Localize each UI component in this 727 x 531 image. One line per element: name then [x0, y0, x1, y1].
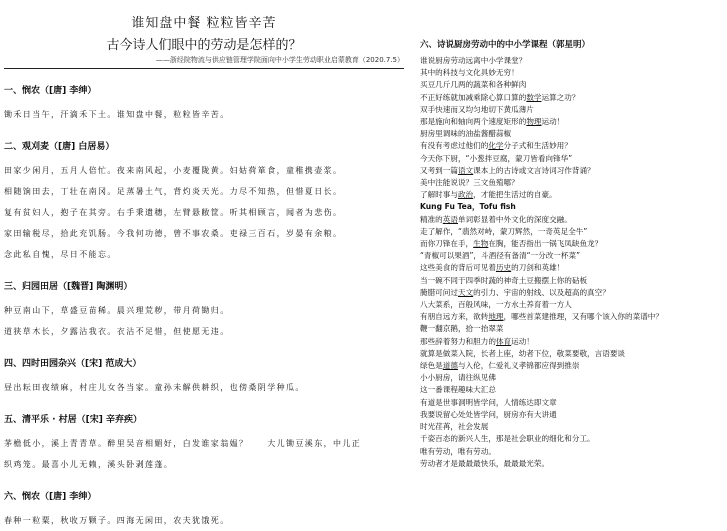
- poem-title: 三、归园田居（[魏晋] 陶渊明）: [4, 282, 133, 292]
- poem-section: [4, 139, 404, 265]
- essay-line: [420, 421, 720, 433]
- poem-line: 相随饷田去，丁壮在南冈。足蒸暑土气，背灼炎天光。力尽不知热，但惜夏日长。: [4, 187, 343, 196]
- essay-line: [420, 262, 720, 274]
- essay-line-text: 有朋自远方来，欲转: [420, 312, 489, 322]
- poem-section: [4, 83, 404, 125]
- essay-line-text: 唯有劳动，唯有劳动。: [420, 446, 496, 456]
- essay-line-text: 又考到一篇: [420, 165, 458, 175]
- right-column: [420, 38, 720, 470]
- essay-line-text: 运动！: [541, 117, 565, 127]
- essay-line: [420, 336, 720, 348]
- title-divider: [4, 68, 404, 69]
- poem-title: 五、清平乐 · 村居（[宋] 辛弃疾）: [4, 415, 143, 425]
- essay-line-text: 谁说厨房劳动远离中小学课堂？: [420, 56, 527, 65]
- page-subtitle-question: 古今诗人们眼中的劳动是怎样的？: [106, 38, 302, 53]
- poem-line: 复有贫妇人，抱子在其旁。右手秉遗穗，左臂悬敝筐。听其相顾言，闻者为悲伤。: [4, 208, 343, 217]
- essay-line-text: 了解时事与: [420, 190, 458, 200]
- essay-line-text: 鞭一翻京鹅，拾一抬翠菜: [420, 324, 504, 334]
- essay-line-text: 千姿百态的新兴人生，那是社会职业的细化和分工。: [420, 434, 595, 444]
- poem-line: 念此私自愧，尽日不能忘。: [4, 250, 117, 259]
- poem-title: 二、观刈麦（[唐] 白居易）: [4, 142, 115, 152]
- poem-line: 春种一粒粟，秋收万颗子。四海无闲田，农夫犹饿死。: [4, 516, 230, 525]
- essay-line: [420, 323, 720, 335]
- essay-line: [420, 177, 720, 189]
- essay-line-text: 运算之功？: [541, 92, 580, 102]
- poem-line: 昼出耘田夜绩麻，村庄儿女各当家。童孙未解供耕织，也傍桑阴学种瓜。: [4, 383, 305, 392]
- essay-line: [420, 55, 720, 67]
- essay-line: [420, 409, 720, 421]
- essay-line: [420, 372, 720, 384]
- essay-line: [420, 446, 720, 458]
- essay-line: [420, 214, 720, 226]
- essay-line-text: 有没有考虑过他们的: [420, 141, 489, 151]
- essay-line-text: 分子式和生活妙用？: [503, 141, 572, 151]
- essay-line: [420, 79, 720, 91]
- essay-line: [420, 311, 720, 323]
- subject-keyword: 历史: [495, 263, 512, 273]
- essay-line: [420, 104, 720, 116]
- essay-line-text: 课本上的古诗或文言诗词习作背诵？: [473, 165, 595, 175]
- essay-line: [420, 348, 720, 360]
- subject-keyword: 体育: [495, 336, 512, 346]
- essay-line: [420, 128, 720, 140]
- poem-line: 锄禾日当午，汗滴禾下土。谁知盘中餐，粒粒皆辛苦。: [4, 110, 230, 119]
- essay-line: [420, 275, 720, 287]
- essay-line-text: 小小厨房，请往纵见佛: [420, 373, 496, 383]
- poem-line: 织鸡笼。最喜小儿无赖，溪头卧剥莲蓬。: [4, 460, 174, 469]
- essay-line-text: 厨房里调味的油盐酱醋蒜椒: [420, 129, 512, 139]
- subject-keyword: 地理: [488, 312, 504, 322]
- subject-keyword: 数学: [526, 92, 542, 102]
- essay-line-text: ，哪些首菜建推理，又有哪个该入你的菜谱中？: [503, 312, 663, 322]
- subject-keyword: 天文: [457, 287, 474, 297]
- essay-line-text: 这些美食的背后可见着: [420, 263, 496, 273]
- essay-line: [420, 226, 720, 238]
- essay-line-text: 精准的: [420, 214, 443, 224]
- essay-line-text: 美中注能说说？三文鱼殖哪？: [420, 178, 519, 188]
- essay-line: [420, 384, 720, 396]
- essay-line: [420, 165, 720, 177]
- essay-line: [420, 140, 720, 152]
- page-byline: ——浙经院物流与供应链管理学院面向中小学生劳动职业启蒙教育（2020.7.5）: [155, 56, 404, 64]
- subject-keyword: 物理: [526, 117, 542, 127]
- essay-line: [420, 201, 720, 213]
- essay-line-text: 买豆几斤几两的蔬菜和各种鲜肉: [420, 80, 527, 90]
- subject-keyword: 政治: [457, 190, 474, 200]
- poem-line: 种豆南山下，草盛豆苗稀。晨兴理荒秽，带月荷锄归。: [4, 306, 230, 315]
- essay-line-text: Kung Fu Tea，Tofu fish: [420, 202, 516, 212]
- poem-section: [4, 279, 404, 342]
- essay-line: [420, 189, 720, 201]
- essay-line-text: 绿色是: [420, 361, 443, 371]
- left-column: [4, 8, 404, 531]
- essay-line-text: 双手快速而又均匀地切下黄瓜薄片: [420, 104, 534, 114]
- essay-line-text: 与入伦，仁爱礼义孝锦都应得到推崇: [457, 361, 580, 371]
- essay-line: [420, 250, 720, 262]
- poem-line: 家田输税尽，拾此充饥肠。今我何功德，曾不事农桑。吏禄三百石，岁晏有余粮。: [4, 229, 343, 238]
- essay-line-text: 其中的科技与文化具妙无穷！: [420, 68, 519, 78]
- poem-line: 田家少闲月，五月人倍忙。夜来南风起，小麦覆陇黄。妇姑荷箪食，童稚携壶浆。: [4, 166, 343, 175]
- essay-line: [420, 299, 720, 311]
- subject-keyword: 化学: [488, 141, 504, 151]
- poem-section: [4, 489, 404, 531]
- essay-line-text: 单词彰显着中外文化的深度交融。: [457, 214, 572, 224]
- essay-line-text: 时光荏苒，社会发展: [420, 422, 489, 432]
- poem-title: 四、四时田园杂兴（[宋] 范成大）: [4, 359, 142, 369]
- essay-line-text: 腌腊可问过: [420, 287, 458, 297]
- essay-line-text: 那是施向和轴向两个速度矩形的: [420, 117, 527, 127]
- essay-line-text: 今天你下厨，“小葱拌豆腐，蒙刀皆看向锋华”: [420, 153, 573, 163]
- subject-keyword: 语文: [457, 165, 474, 175]
- essay-line-text: 而你刀锋在手，: [420, 239, 474, 249]
- essay-line-text: 的引力、宇宙的射线、以及超高的真空？: [473, 287, 610, 297]
- essay-line-text: 就算是做菜入院，长者上座，幼者下位，敬菜要敬，言语要谈: [420, 348, 626, 358]
- essay-line: [420, 92, 720, 104]
- page-title: 谁知盘中餐 粒粒皆辛苦: [131, 16, 277, 31]
- essay-line: [420, 287, 720, 299]
- poem-title: 六、悯农（[唐] 李绅）: [4, 492, 97, 502]
- essay-line-text: 劳动者才是最最最快乐，最最最光荣。: [420, 458, 550, 468]
- essay-line-text: ，才能把生活过的自豪。: [473, 190, 557, 200]
- essay-line: [420, 153, 720, 165]
- essay-line-text: 的刀剑和英雄！: [511, 263, 565, 273]
- essay-line-text: 走了解作，“翡然对峙，蒙刀辉然，一奇英足全牛”: [420, 226, 588, 236]
- poem-section: [4, 412, 404, 475]
- essay-line: [420, 116, 720, 128]
- essay-line: [420, 238, 720, 250]
- essay-body: [420, 55, 720, 470]
- essay-line-text: 八大菜系，百般风味，一方水土养育着一方人: [420, 300, 572, 310]
- essay-line: [420, 433, 720, 445]
- poem-line: 道狭草木长，夕露沾我衣。衣沾不足惜，但使愿无违。: [4, 327, 230, 336]
- essay-title: 六、诗说厨房劳动中的中小学课程（郭星明）: [420, 40, 591, 50]
- subject-keyword: 道德: [442, 361, 458, 371]
- essay-line: [420, 458, 720, 470]
- essay-line: [420, 360, 720, 372]
- poem-line: 茅檐低小，溪上青青草。醉里吴音相媚好，白发谁家翁媪？ 大儿锄豆溪东，中儿正: [4, 439, 362, 448]
- essay-line-text: 不正好练就加减乘除心算口算的: [420, 92, 527, 102]
- essay-line-text: “青椒可以果酒”，斗酒径有备清“一分改一杯菜”: [420, 251, 581, 261]
- essay-line-text: 在胸，能否指出一锅飞凤缺鱼龙？: [488, 239, 603, 249]
- subject-keyword: 英语: [442, 214, 458, 224]
- essay-line-text: 当一碗不同于四季时蔬的神奇土豆搬摆上你的砧板: [420, 275, 588, 285]
- essay-line-text: 运动！: [511, 336, 534, 346]
- essay-line: [420, 67, 720, 79]
- essay-line-text: 这一番课程趣味大汇总: [420, 385, 496, 395]
- essay-line-text: 那些辞着努力和胆力的: [420, 336, 496, 346]
- subject-keyword: 生物: [473, 239, 489, 249]
- essay-line-text: 我要说留心处处皆学问，厨房亦有大讲通: [420, 409, 557, 419]
- poem-title: 一、悯农（[唐] 李绅）: [4, 86, 97, 96]
- poem-section: [4, 356, 404, 398]
- essay-line-text: 有道是世事洞明皆学问，人情练达即文章: [420, 397, 557, 407]
- essay-line: [420, 397, 720, 409]
